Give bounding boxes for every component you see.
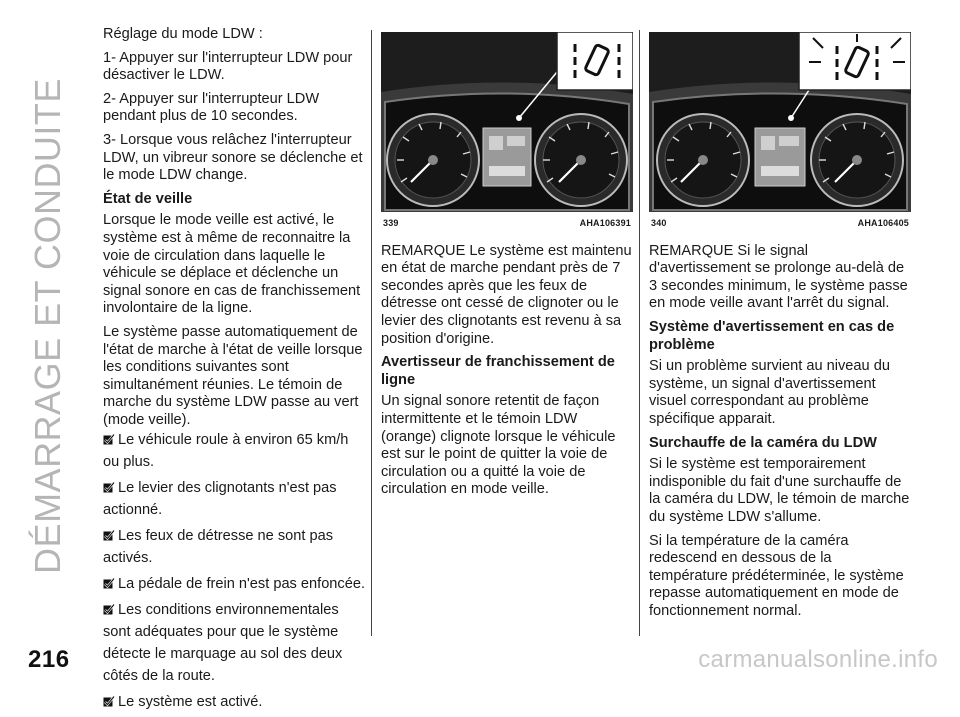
checkbox-bullet-icon	[103, 574, 115, 586]
checkbox-bullet-icon	[103, 526, 115, 538]
tachometer-gauge	[657, 114, 749, 206]
lane-departure-warning-text: Un signal sonore retentit de façon intermittente et le témoin LDW (orange) clignote lorsque le véhicule est sur le point de quitter la voie de circulation ou a quitté la voie de circulation en mode veille.	[381, 393, 616, 498]
column-left	[103, 26, 365, 717]
page-number: 216	[28, 646, 70, 673]
column-middle	[381, 32, 633, 505]
figure-caption	[381, 212, 633, 233]
condition-text: Le levier des clignotants n'est pas actionné.	[103, 480, 337, 519]
step-2: 2- Appuyer sur l'interrupteur LDW pendant plus de 10 secondes.	[103, 90, 320, 125]
figure-code: AHA106391	[579, 218, 631, 228]
section-side-title: DÉMARRAGE ET CONDUITE	[27, 78, 68, 574]
figure-instrument-cluster-flashing	[649, 32, 911, 212]
figure-instrument-cluster	[381, 32, 633, 212]
figure-code: AHA106405	[857, 218, 909, 228]
condition-text: Le système est activé.	[118, 694, 263, 711]
column-divider	[371, 30, 372, 636]
camera-overheat-heading: Surchauffe de la caméra du LDW	[649, 434, 877, 451]
condition-item	[103, 691, 365, 713]
problem-warning-heading: Système d'avertissement en cas de problème	[649, 318, 895, 353]
column-right	[649, 32, 911, 626]
condition-item	[103, 525, 365, 569]
lane-departure-warning-heading: Avertisseur de franchissement de ligne	[381, 354, 615, 388]
figure-caption	[649, 212, 911, 233]
condition-item	[103, 477, 365, 521]
camera-overheat-paragraph-1: Si le système est temporairement indisponible du fait d'une surchauffe de la caméra du LDW, le témoin de marche du système LDW s'allume.	[649, 456, 910, 525]
tachometer-gauge	[387, 114, 479, 206]
condition-item	[103, 573, 365, 595]
problem-warning-text: Si un problème survient au niveau du système, un signal d'avertissement visuel correspondant au problème spécifique apparait.	[649, 358, 890, 427]
checkbox-bullet-icon	[103, 430, 115, 442]
condition-text: Les feux de détresse ne sont pas activés.	[103, 528, 333, 567]
remark-standby-duration: REMARQUE Le système est maintenu en état de marche pendant près de 7 secondes après que les feux de détresse ont cessé de clignoter ou le levier des clignotants est revenu à sa position d'origine.	[381, 242, 632, 347]
column-divider	[639, 30, 640, 636]
standby-paragraph-1: Lorsque le mode veille est activé, le système est à même de reconnaitre la voie de circulation dans laquelle le véhicule se déplace et déclenche un signal sonore en cas de franchissement involontaire de la ligne.	[103, 212, 361, 317]
condition-text: Les conditions environnementales sont adéquates pour que le système détecte le marquage au sol des deux côtés de la route.	[103, 602, 343, 685]
condition-text: Le véhicule roule à environ 65 km/h ou plus.	[103, 432, 349, 471]
standby-heading: État de veille	[103, 190, 193, 207]
speedometer-gauge	[811, 114, 903, 206]
camera-overheat-paragraph-2: Si la température de la caméra redescend en dessous de la température prédéterminée, le système repasse automatiquement en mode de fonctionnement normal.	[649, 532, 904, 619]
checkbox-bullet-icon	[103, 600, 115, 612]
step-3: 3- Lorsque vous relâchez l'interrupteur LDW, un vibreur sonore se déclenche et le mode LDW change.	[103, 131, 363, 184]
figure-number: 340	[651, 218, 667, 228]
checkbox-bullet-icon	[103, 692, 115, 704]
condition-item	[103, 429, 365, 473]
step-1: 1- Appuyer sur l'interrupteur LDW pour désactiver le LDW.	[103, 49, 353, 84]
ldw-mode-intro: Réglage du mode LDW :	[103, 26, 263, 42]
remark-warning-duration: REMARQUE Si le signal d'avertissement se prolonge au-delà de 3 secondes minimum, le système passe en mode veille avant l'arrêt du signal.	[649, 242, 908, 312]
checkbox-bullet-icon	[103, 478, 115, 490]
speedometer-gauge	[535, 114, 627, 206]
condition-item	[103, 599, 365, 687]
watermark: carmanualsonline.info	[698, 646, 938, 673]
figure-number: 339	[383, 218, 399, 228]
standby-paragraph-2: Le système passe automatiquement de l'état de marche à l'état de veille lorsque les conditions suivantes sont simultanément réunies. Le témoin de marche du système LDW passe au vert (mode veille).	[103, 323, 363, 428]
condition-text: La pédale de frein n'est pas enfoncée.	[118, 576, 366, 593]
